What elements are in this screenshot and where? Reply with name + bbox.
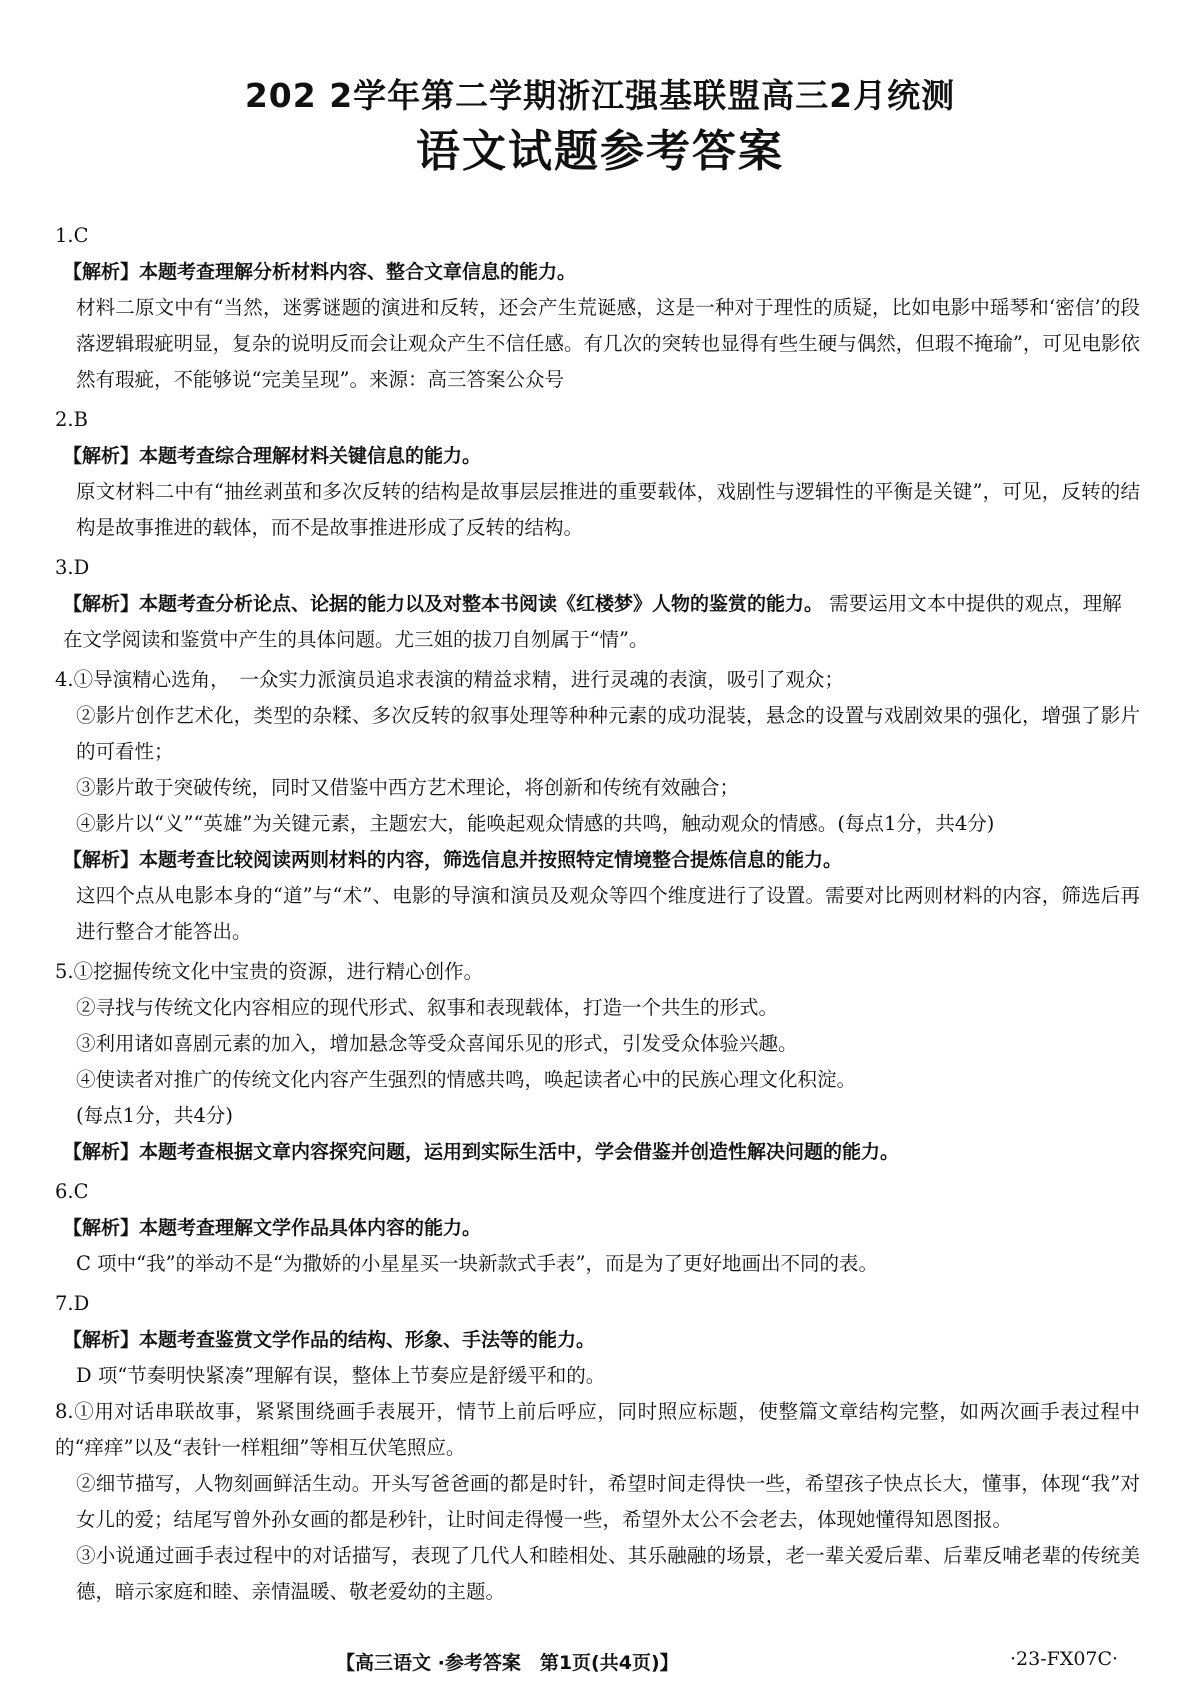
answer-3-analysis: 【解析】本题考查分析论点、论据的能力以及对整本书阅读《红楼梦》人物的鉴赏的能力。 <box>63 593 824 615</box>
answer-6-number: 6.C <box>55 1180 89 1203</box>
answer-3-analysis-block <box>55 586 1140 658</box>
answer-8-point-2: ②细节描写，人物刻画鲜活生动。开头写爸爸画的都是时针，希望时间走得快一些，希望孩子快点长大，懂事，体现“我”对女儿的爱；结尾写曾外孙女画的都是秒针，让时间走得慢一些，希望外太公不会老去，体现她懂得知恩图报。 <box>76 1472 1140 1531</box>
answer-4-point-2: ②影片创作艺术化，类型的杂糅、多次反转的叙事处理等种种元素的成功混装，悬念的设置与戏剧效果的强化，增强了影片的可看性； <box>76 704 1140 763</box>
answer-2-text: 原文材料二中有“抽丝剥茧和多次反转的结构是故事层层推进的重要载体，戏剧性与逻辑性的平衡是关键”，可见，反转的结构是故事推进的载体，而不是故事推进形成了反转的结构。 <box>76 480 1140 539</box>
answer-8-point-1: 8.①用对话串联故事，紧紧围绕画手表展开，情节上前后呼应，同时照应标题，使整篇文章结构完整，如两次画手表过程中的“痒痒”以及“表针一样粗细”等相互伏笔照应。 <box>55 1400 1140 1459</box>
answer-8-point-3: ③小说通过画手表过程中的对话描写，表现了几代人和睦相处、其乐融融的场景，老一辈关爱后辈、后辈反哺老辈的传统美德，暗示家庭和睦、亲情温暖、敬老爱幼的主题。 <box>76 1544 1140 1603</box>
footer-code: ·23-FX07C· <box>1010 1648 1119 1670</box>
answer-7-text: D 项“节奏明快紧凑”理解有误，整体上节奏应是舒缓平和的。 <box>76 1364 606 1387</box>
answer-4-text: 这四个点从电影本身的“道”与“术”、电影的导演和演员及观众等四个维度进行了设置。需要对比两则材料的内容，筛选后再进行整合才能答出。 <box>76 884 1140 943</box>
document-title: 语文试题参考答案 <box>416 126 784 177</box>
answer-5-point-4: ④使读者对推广的传统文化内容产生强烈的情感共鸣，唤起读者心中的民族心理文化积淀。 <box>76 1068 857 1091</box>
answer-1-text: 材料二原文中有“当然，迷雾谜题的演进和反转，还会产生荒诞感，这是一种对于理性的质疑，比如电影中瑶琴和‘密信’的段落逻辑瑕疵明显，复杂的说明反而会让观众产生不信任感。有几次的突转也显得有些生硬与偶然，但瑕不掩瑜”，可见电影依然有瑕疵，不能够说“完美呈现”。来源：高三答案公众号 <box>76 296 1140 391</box>
answer-4-point-4: ④影片以“义”“英雄”为关键元素，主题宏大，能唤起观众情感的共鸣，触动观众的情感。(每点1分，共4分) <box>76 812 995 835</box>
answer-5-point-3: ③利用诸如喜剧元素的加入，增加悬念等受众喜闻乐见的形式，引发受众体验兴趣。 <box>76 1032 798 1055</box>
answer-2-analysis: 【解析】本题考查综合理解材料关键信息的能力。 <box>63 445 482 467</box>
answer-1-number: 1.C <box>55 224 89 247</box>
answer-5-score: (每点1分，共4分) <box>76 1104 234 1127</box>
answer-7-number: 7.D <box>55 1292 90 1315</box>
answer-6-analysis: 【解析】本题考查理解文学作品具体内容的能力。 <box>63 1217 482 1239</box>
footer-page-label: 【高三语文 ·参考答案 第1页(共4页)】 <box>336 1652 679 1674</box>
answer-3-number: 3.D <box>55 556 90 579</box>
answer-5-point-2: ②寻找与传统文化内容相应的现代形式、叙事和表现载体，打造一个共生的形式。 <box>76 996 779 1019</box>
answer-6-text: C 项中“我”的举动不是“为撒娇的小星星买一块新款式手表”，而是为了更好地画出不同的表。 <box>76 1252 878 1275</box>
answer-1-analysis: 【解析】本题考查理解分析材料内容、整合文章信息的能力。 <box>63 261 577 283</box>
answer-2-number: 2.B <box>55 408 88 431</box>
answer-5-point-1: 5.①挖掘传统文化中宝贵的资源，进行精心创作。 <box>55 960 484 983</box>
answer-7-analysis: 【解析】本题考查鉴赏文学作品的结构、形象、手法等的能力。 <box>63 1329 596 1351</box>
answer-4-analysis: 【解析】本题考查比较阅读两则材料的内容，筛选信息并按照特定情境整合提炼信息的能力。 <box>63 849 843 871</box>
answer-3-analysis-tail: 需要运用文本中提供的观点，理解在文学阅读和鉴赏中产生的具体问题。尤三姐的拔刀自刎属于“情”。 <box>63 592 1122 651</box>
answer-4-point-3: ③影片敢于突破传统，同时又借鉴中西方艺术理论，将创新和传统有效融合； <box>76 776 740 799</box>
answer-4-point-1: 4.①导演精心选角， 一众实力派演员追求表演的精益求精，进行灵魂的表演，吸引了观众； <box>55 668 844 691</box>
exam-title: 202 2学年第二学期浙江强基联盟高三2月统测 <box>244 76 956 115</box>
answer-content <box>55 218 1140 1610</box>
answer-5-analysis: 【解析】本题考查根据文章内容探究问题，运用到实际生活中，学会借鉴并创造性解决问题的能力。 <box>63 1141 900 1163</box>
